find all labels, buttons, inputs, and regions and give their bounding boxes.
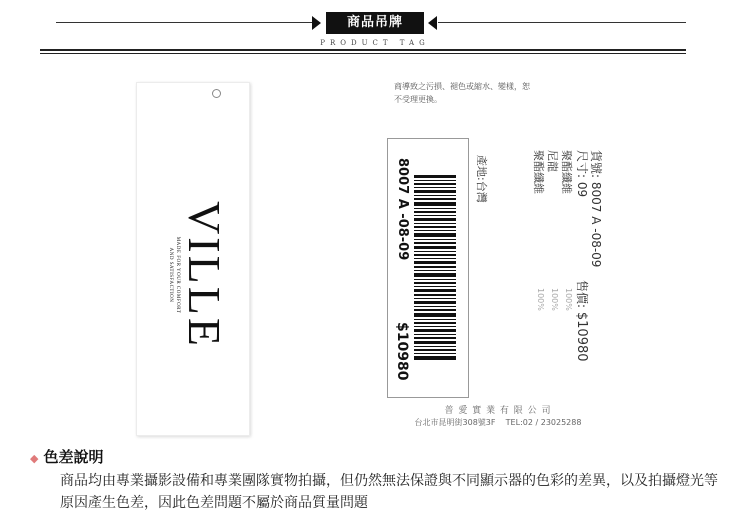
material-3: 聚酯纖維 <box>532 150 545 194</box>
care-notice <box>394 80 530 106</box>
product-size: 尺寸: 09 <box>575 150 589 198</box>
company-address: 台北市昆明街308號3F <box>414 418 496 427</box>
header-rule-thin <box>40 53 686 54</box>
header-line-left <box>56 22 316 23</box>
barcode-icon <box>414 175 456 360</box>
product-number: 貨號: 8007 A -08-09 <box>589 150 603 268</box>
company-contact <box>388 417 608 429</box>
care-notice-line-2: 不受理更換。 <box>394 95 442 104</box>
origin: 產地:台灣 <box>475 155 488 203</box>
care-notice-line-1: 商導致之污損、褪色或縮水、變樣，恕 <box>394 82 530 91</box>
header-rule <box>40 49 686 51</box>
company-tel: TEL:02 / 23025288 <box>505 418 582 427</box>
tag-hole-icon <box>212 89 221 98</box>
header-title: 商品吊牌 <box>326 12 424 34</box>
diamond-icon: ◆ <box>30 452 39 465</box>
material-pct-2: 100% <box>550 288 559 311</box>
material-pct-3: 100% <box>536 288 545 311</box>
note-heading <box>30 446 103 467</box>
price-label: 售價: <box>575 280 589 309</box>
note-title: 色差說明 <box>43 448 104 466</box>
header-line-right <box>438 22 686 23</box>
brand-logo: VILLE <box>179 201 230 349</box>
material-2: 尼龍 <box>546 150 559 172</box>
header-arrow-left-icon <box>312 16 321 30</box>
price-row <box>574 280 591 362</box>
barcode-price: $10980 <box>394 322 410 381</box>
barcode-code: 8007 A -08-09 <box>395 158 410 261</box>
material-pct-1: 100% <box>564 288 573 311</box>
price-value: $10980 <box>574 311 589 362</box>
brand-tag-front <box>136 82 250 436</box>
brand-block <box>167 175 230 375</box>
header-subtitle: PRODUCT TAG <box>320 39 430 47</box>
header-arrow-right-icon <box>428 16 437 30</box>
brand-tagline-2: AND SATISFACTION <box>168 247 173 303</box>
company-name: 普 愛 實 業 有 限 公 司 <box>444 406 552 416</box>
material-1: 聚酯纖維 <box>560 150 573 194</box>
brand-tagline-1: MADE FOR YOUR COMFORT <box>175 236 180 314</box>
company-info <box>388 405 608 429</box>
note-body: 商品均由專業攝影設備和專業團隊實物拍攝，但仍然無法保證與不同顯示器的色彩的差異，以及拍攝燈光等原因產生色差，因此色差問題不屬於商品質量問題 <box>60 473 718 511</box>
